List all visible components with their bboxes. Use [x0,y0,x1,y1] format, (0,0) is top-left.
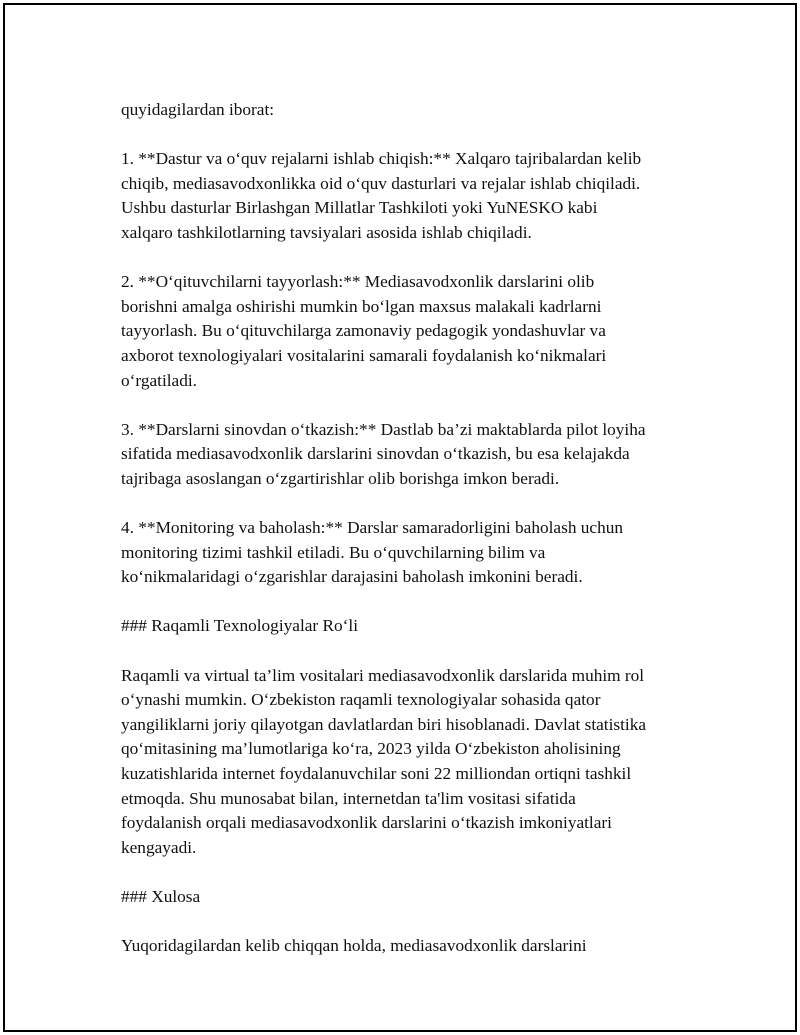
text-line: 1. **Dastur va o‘quv rejalarni ishlab chiqish:** Xalqaro tajribalardan kelib [121,149,642,169]
list-item-1 [121,147,691,245]
text-line: quyidagilardan iborat: [121,100,275,119]
text-line: chiqib, mediasavodxonlikka oid o‘quv dasturlari va rejalar ishlab chiqiladi. [121,173,641,193]
list-item-2 [121,270,691,393]
text-line: yangiliklarni joriy qilayotgan davlatlardan biri hisoblanadi. Davlat statistika [121,714,647,734]
text-line: ko‘nikmalaridagi o‘zgarishlar darajasini baholash imkonini beradi. [121,567,583,587]
text-line: Ushbu dasturlar Birlashgan Millatlar Tashkiloti yoki YuNESKO kabi [121,198,598,218]
text-line: 3. **Darslarni sinovdan o‘tkazish:** Dastlab ba’zi maktablarda pilot loyiha [121,419,646,439]
list-item-3 [121,418,691,492]
heading-text: ### Xulosa [121,887,201,906]
text-line: o‘ynashi mumkin. O‘zbekiston raqamli texnologiyalar sohasida qator [121,690,601,710]
intro-paragraph [121,98,691,123]
text-line: foydalanish orqali mediasavodxonlik darslarini o‘tkazish imkoniyatlari [121,813,612,833]
text-line: sifatida mediasavodxonlik darslarini sinovdan o‘tkazish, bu esa kelajakda [121,444,630,464]
text-line: borishni amalga oshirishi mumkin bo‘lgan maxsus malakali kadrlarni [121,296,602,316]
text-line: 2. **O‘qituvchilarni tayyorlash:** Mediasavodxonlik darslarini olib [121,272,595,292]
text-line: o‘rgatiladi. [121,370,197,390]
text-line: Yuqoridagilardan kelib chiqqan holda, mediasavodxonlik darslarini [121,936,587,956]
document-body [121,98,691,983]
text-line: kengayadi. [121,837,197,857]
text-line: xalqaro tashkilotlarning tavsiyalari asosida ishlab chiqiladi. [121,222,532,242]
list-item-4 [121,516,691,590]
text-line: kuzatishlarida internet foydalanuvchilar soni 22 milliondan ortiqni tashkil [121,764,632,784]
text-line: qo‘mitasining ma’lumotlariga ko‘ra, 2023 yilda O‘zbekiston aholisining [121,739,621,759]
text-line: axborot texnologiyalari vositalarini samarali foydalanish ko‘nikmalari [121,345,607,365]
section-heading-digital-technologies [121,614,691,639]
section-heading-conclusion [121,885,691,910]
text-line: Raqamli va virtual ta’lim vositalari mediasavodxonlik darslarida muhim rol [121,665,645,685]
text-line: tayyorlash. Bu o‘qituvchilarga zamonaviy pedagogik yondashuvlar va [121,321,606,341]
text-line: etmoqda. Shu munosabat bilan, internetdan ta'lim vositasi sifatida [121,788,576,808]
conclusion-paragraph [121,934,691,959]
digital-technologies-paragraph [121,664,691,861]
text-line: 4. **Monitoring va baholash:** Darslar samaradorligini baholash uchun [121,518,624,538]
text-line: tajribaga asoslangan o‘zgartirishlar olib borishga imkon beradi. [121,468,560,488]
document-page [3,3,797,1032]
text-line: monitoring tizimi tashkil etiladi. Bu o‘quvchilarning bilim va [121,542,546,562]
heading-text: ### Raqamli Texnologiyalar Ro‘li [121,616,359,636]
